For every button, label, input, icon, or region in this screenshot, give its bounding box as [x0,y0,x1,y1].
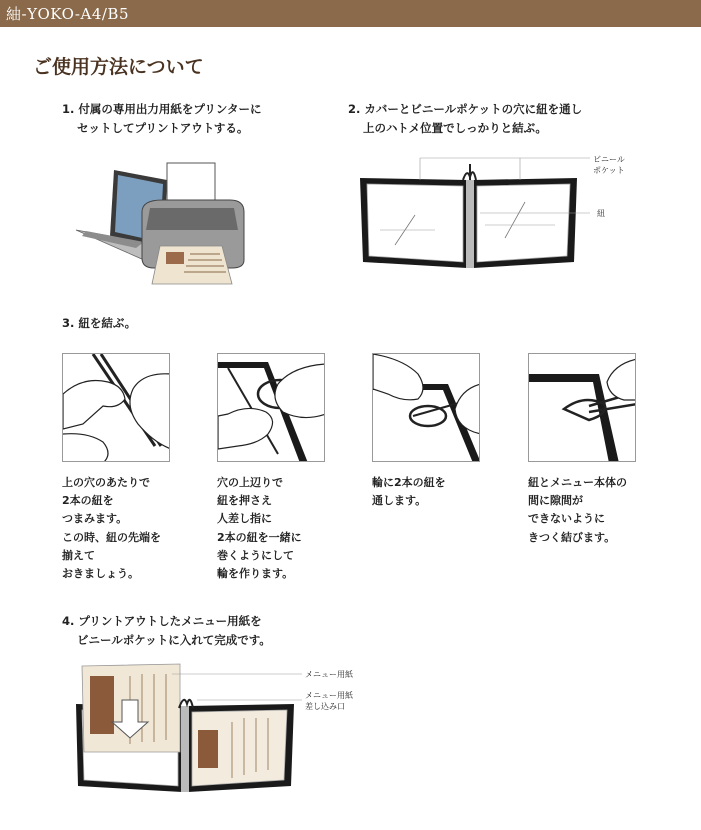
step-3-caption-3: 輪に2本の紐を 通します。 [372,476,446,508]
step-3-panel-4 [528,353,636,462]
step-1-heading: 1. 付属の専用出力用紙をプリンターに セットしてプリントアウトする。 [62,102,262,135]
section-title: ご使用方法について [33,56,204,78]
step-3-caption-4: 紐とメニュー本体の 間に隙間が できないように きつく結びます。 [528,476,627,544]
step-3-panel-1 [62,353,170,462]
step-3-caption-1: 上の穴のあたりで 2本の紐を つまみます。 この時、紐の先端を 揃えて おきましょう。 [62,476,161,581]
step-4-heading: 4. プリントアウトしたメニュー用紙を ビニールポケットに入れて完成です。 [62,614,271,647]
step-3-heading: 3. 紐を結ぶ。 [62,316,137,330]
step-3-caption-2: 穴の上辺りで 紐を押さえ 人差し指に 2本の紐を一緒に 巻くようにして 輪を作ります。 [217,476,302,581]
folder-cover-icon [360,178,577,268]
laptop-printer-illustration [72,160,257,288]
cover-string-illustration [355,150,590,275]
hand-icon [373,354,480,462]
hand-icon [218,354,325,462]
header-bar [0,0,701,27]
step-2-heading: 2. カバーとビニールポケットの穴に紐を通し 上のハトメ位置でしっかりと結ぶ。 [348,102,583,135]
callout-vinyl-pocket: ビニール ポケット [593,155,625,175]
menu-insert-illustration [72,660,302,800]
callout-menu-paper: メニュー用紙 [305,670,353,679]
callout-insertion-slot: メニュー用紙 差し込み口 [305,691,353,711]
callout-string: 紐 [597,209,605,218]
step-3-panel-3 [372,353,480,462]
header-title: 紬-YOKO-A4/B5 [6,5,129,23]
hand-icon [529,354,636,462]
step-3-panel-2 [217,353,325,462]
hand-icon [63,354,170,462]
